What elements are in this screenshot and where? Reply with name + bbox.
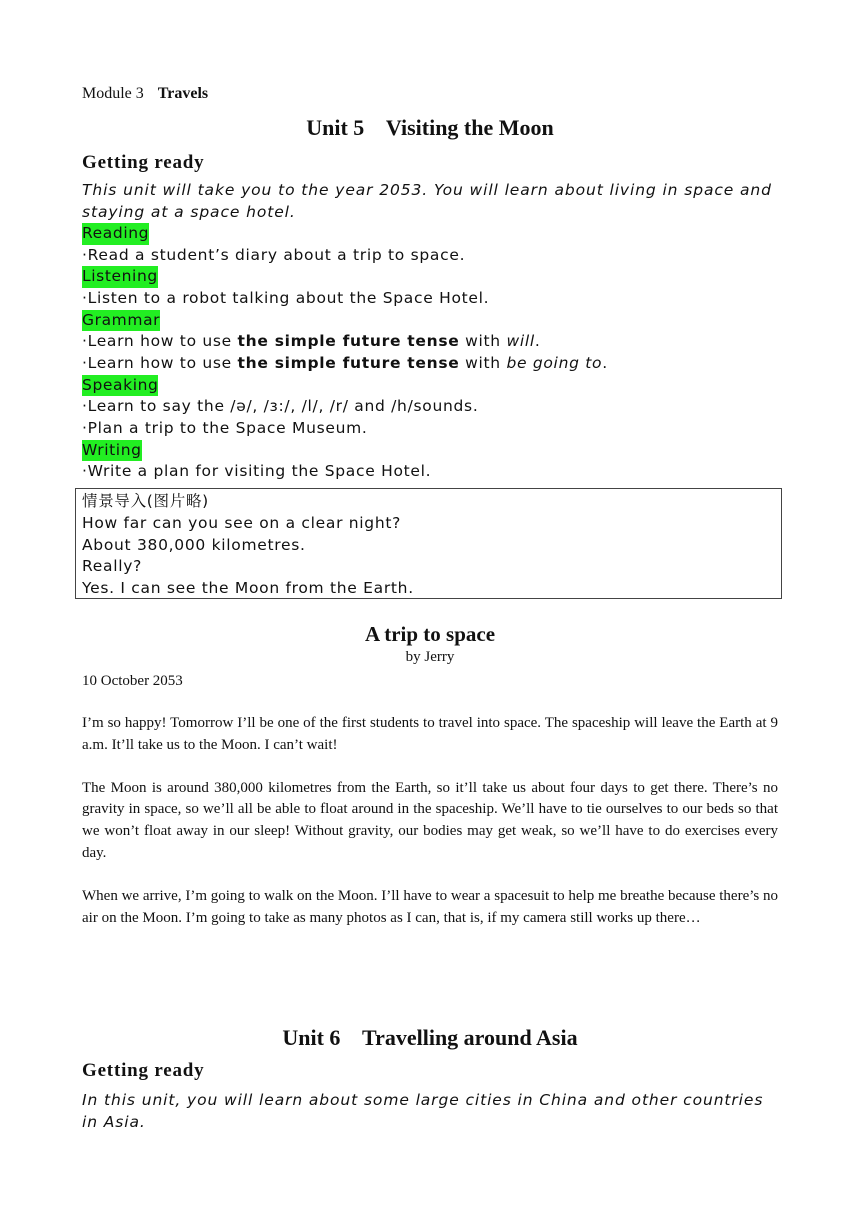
article-byline: by Jerry bbox=[405, 649, 455, 665]
writing-label: Writing bbox=[82, 440, 142, 462]
unit6-section bbox=[82, 1024, 778, 1133]
reading-label: Reading bbox=[82, 223, 149, 245]
grammar-text: . bbox=[534, 332, 541, 351]
speaking-item: ·Learn to say the /ə/, /ɜ:/, /l/, /r/ and /h/sounds. bbox=[82, 397, 479, 416]
getting-ready-heading: Getting ready bbox=[82, 1060, 205, 1081]
writing-item: ·Write a plan for visiting the Space Hotel. bbox=[82, 462, 432, 481]
module-heading bbox=[82, 80, 778, 108]
grammar-section bbox=[82, 310, 778, 375]
listening-section bbox=[82, 266, 778, 309]
unit5-title: Unit 5 Visiting the Moon bbox=[306, 115, 554, 140]
grammar-term: the simple future tense bbox=[237, 353, 460, 372]
grammar-text: . bbox=[602, 353, 608, 372]
article-paragraph: When we arrive, I’m going to walk on the Moon. I’ll have to wear a spacesuit to help me breathe because there’s no air on the Moon. I’m going to take as many photos as I can, that is, if my camera still works up there… bbox=[82, 887, 778, 926]
lead-in-line: Really? bbox=[82, 557, 143, 576]
article-paragraph: I’m so happy! Tomorrow I’ll be one of the first students to travel into space. The spaceship will leave the Earth at 9 a.m. It’ll take us to the Moon. I can’t wait! bbox=[82, 715, 778, 753]
lead-in-line: About 380,000 kilometres. bbox=[82, 535, 306, 554]
grammar-text: with bbox=[459, 332, 507, 351]
module-number: Module 3 bbox=[82, 85, 144, 102]
lead-in-line: How far can you see on a clear night? bbox=[82, 513, 402, 532]
grammar-item-will bbox=[82, 331, 778, 353]
listening-item: ·Listen to a robot talking about the Space Hotel. bbox=[82, 288, 490, 307]
getting-ready-heading: Getting ready bbox=[82, 152, 205, 173]
module-name: Travels bbox=[157, 85, 209, 102]
article-title: A trip to space bbox=[364, 622, 496, 646]
grammar-text: with bbox=[459, 353, 507, 372]
lead-in-box bbox=[75, 488, 782, 599]
grammar-text: ·Learn how to use bbox=[82, 332, 238, 351]
writing-section bbox=[82, 440, 778, 483]
listening-label: Listening bbox=[82, 266, 158, 288]
unit5-section bbox=[82, 80, 778, 483]
lead-in-line: 情景导入(图片略) bbox=[82, 492, 209, 510]
lead-in-line: Yes. I can see the Moon from the Earth. bbox=[82, 579, 414, 598]
grammar-label: Grammar bbox=[82, 310, 160, 332]
article-paragraph: The Moon is around 380,000 kilometres from the Earth, so it’ll take us about four days to get there. There’s no gravity in space, so we’ll all be able to float around in the spaceship. We’ll have to tie ourselves to our beds so that we won’t float away in our sleep! Without gravity, our bodies may get weak, so we’ll have to do exercises every day. bbox=[82, 779, 778, 861]
unit5-intro: This unit will take you to the year 2053. You will learn about living in space and staying at a space hotel. bbox=[82, 181, 772, 221]
unit6-title: Unit 6 Travelling around Asia bbox=[282, 1025, 578, 1050]
grammar-text: ·Learn how to use bbox=[82, 353, 238, 372]
grammar-term: the simple future tense bbox=[237, 332, 460, 351]
speaking-section bbox=[82, 375, 778, 440]
grammar-item-going-to bbox=[82, 353, 778, 375]
diary-date: 10 October 2053 bbox=[82, 673, 183, 689]
grammar-keyword: will bbox=[506, 332, 535, 351]
grammar-keyword: be going to bbox=[506, 353, 603, 372]
speaking-label: Speaking bbox=[82, 375, 158, 397]
speaking-item: ·Plan a trip to the Space Museum. bbox=[82, 418, 368, 437]
unit6-intro: In this unit, you will learn about some large cities in China and other countries in Asia. bbox=[82, 1091, 764, 1131]
reading-item: ·Read a student’s diary about a trip to space. bbox=[82, 245, 466, 264]
diary-article bbox=[82, 620, 778, 929]
reading-section bbox=[82, 223, 778, 266]
